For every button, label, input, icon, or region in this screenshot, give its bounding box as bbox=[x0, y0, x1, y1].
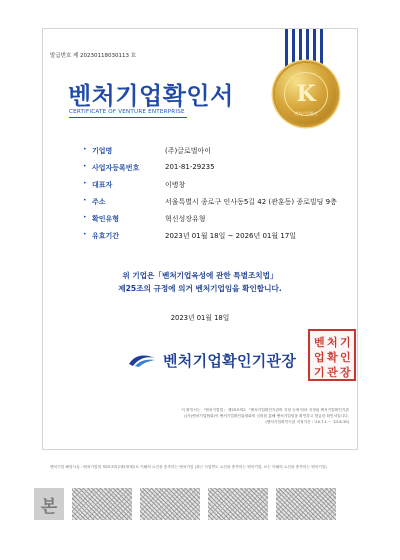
info-value: 혁신성장유형 bbox=[165, 215, 206, 223]
bullet-icon: • bbox=[83, 146, 87, 153]
info-row bbox=[83, 230, 343, 247]
info-value: 2023년 01월 18일 ~ 2026년 01월 17일 bbox=[165, 232, 297, 240]
official-seal bbox=[308, 329, 356, 381]
note-line: ((사)벤처기업협회)이 벤처기업확인위원회의 심의를 통해 벤처기업임을 확인하고 발급한 확인서입니다. bbox=[184, 414, 349, 418]
barcode-pattern bbox=[276, 488, 336, 520]
info-value: (주)글로벌아이 bbox=[165, 147, 212, 155]
info-label: 확인유형 bbox=[92, 215, 120, 223]
copy-mark bbox=[34, 488, 64, 520]
bullet-icon: • bbox=[83, 197, 87, 204]
info-value: 서울특별시 종로구 인사동5길 42 (관훈동) 종로빌딩 9층 bbox=[165, 198, 337, 206]
seal-char: 기 bbox=[314, 366, 325, 379]
seal-char: 기 bbox=[340, 336, 351, 349]
certificate-title: 벤처기업확인서 bbox=[68, 82, 234, 110]
medal-text: 벤처기업확인 bbox=[294, 111, 318, 116]
statement-line: 제25조의 규정에 의거 벤처기업임을 확인합니다. bbox=[118, 284, 282, 293]
seal-char: 벤 bbox=[314, 336, 325, 349]
info-label: 주소 bbox=[92, 198, 106, 206]
gold-medal-emblem bbox=[275, 63, 337, 125]
certification-statement bbox=[43, 269, 357, 295]
info-label: 사업자등록번호 bbox=[92, 164, 140, 172]
info-value: 201-81-29235 bbox=[165, 163, 215, 171]
barcode-pattern bbox=[140, 488, 200, 520]
info-table bbox=[83, 145, 343, 247]
certificate-subtitle: CERTIFICATE OF VENTURE ENTERPRISE bbox=[69, 109, 185, 115]
info-row bbox=[83, 213, 343, 230]
subtitle-underline bbox=[69, 117, 187, 118]
seal-char: 처 bbox=[327, 336, 338, 349]
barcode-pattern bbox=[72, 488, 132, 520]
bullet-icon: • bbox=[83, 163, 87, 170]
medal-mark: K bbox=[296, 81, 316, 107]
info-row bbox=[83, 179, 343, 196]
info-row bbox=[83, 145, 343, 162]
seal-char: 관 bbox=[327, 366, 338, 379]
seal-char: 인 bbox=[340, 351, 351, 364]
info-row bbox=[83, 162, 343, 179]
footer-note: 벤처기업 해당사유 : 벤처기업법 제25조의2제1항제2호 이해의 요건을 충족하는 벤처기업 (최근 사업연도 요건을 충족하는 벤처기업, 보는 이해의 요건을 충족하는 벤처기업) bbox=[50, 465, 327, 469]
info-label: 유효기간 bbox=[92, 232, 120, 240]
note-line: 이 확인서는 「벤처기업법」 제25조의2 「벤처기업확인기관의 지정 등에 따라 지정된 벤처기업확인기관 bbox=[181, 408, 349, 412]
info-value: 이병창 bbox=[165, 181, 186, 189]
bullet-icon: • bbox=[83, 214, 87, 221]
seal-char: 장 bbox=[340, 366, 351, 379]
verification-strip bbox=[34, 488, 366, 520]
info-label: 대표자 bbox=[92, 181, 113, 189]
issuer-name: 벤처기업확인기관장 bbox=[163, 351, 297, 370]
seal-char: 확 bbox=[327, 351, 338, 364]
seal-char: 업 bbox=[314, 351, 325, 364]
info-row bbox=[83, 196, 343, 213]
swoosh-logo-icon bbox=[127, 352, 157, 368]
bullet-icon: • bbox=[83, 231, 87, 238]
bullet-icon: • bbox=[83, 180, 87, 187]
note-line: (벤처기업확인기관 지정기간 : '20.7.1 ~ '23.6.30) bbox=[265, 420, 349, 424]
issue-number: 발급번호 제 20230118030113 호 bbox=[50, 53, 137, 59]
statement-line: 위 기업은「벤처기업육성에 관한 특별조치법」 bbox=[122, 271, 278, 280]
barcode-pattern bbox=[208, 488, 268, 520]
issue-date: 2023년 01월 18일 bbox=[170, 314, 230, 322]
copy-mark-char: 본 bbox=[40, 496, 58, 517]
info-label: 기업명 bbox=[92, 147, 113, 155]
issuer-logo bbox=[127, 351, 296, 369]
notes-block bbox=[119, 407, 349, 425]
certificate-sheet bbox=[42, 28, 358, 450]
medal-inner-ring bbox=[284, 72, 328, 116]
